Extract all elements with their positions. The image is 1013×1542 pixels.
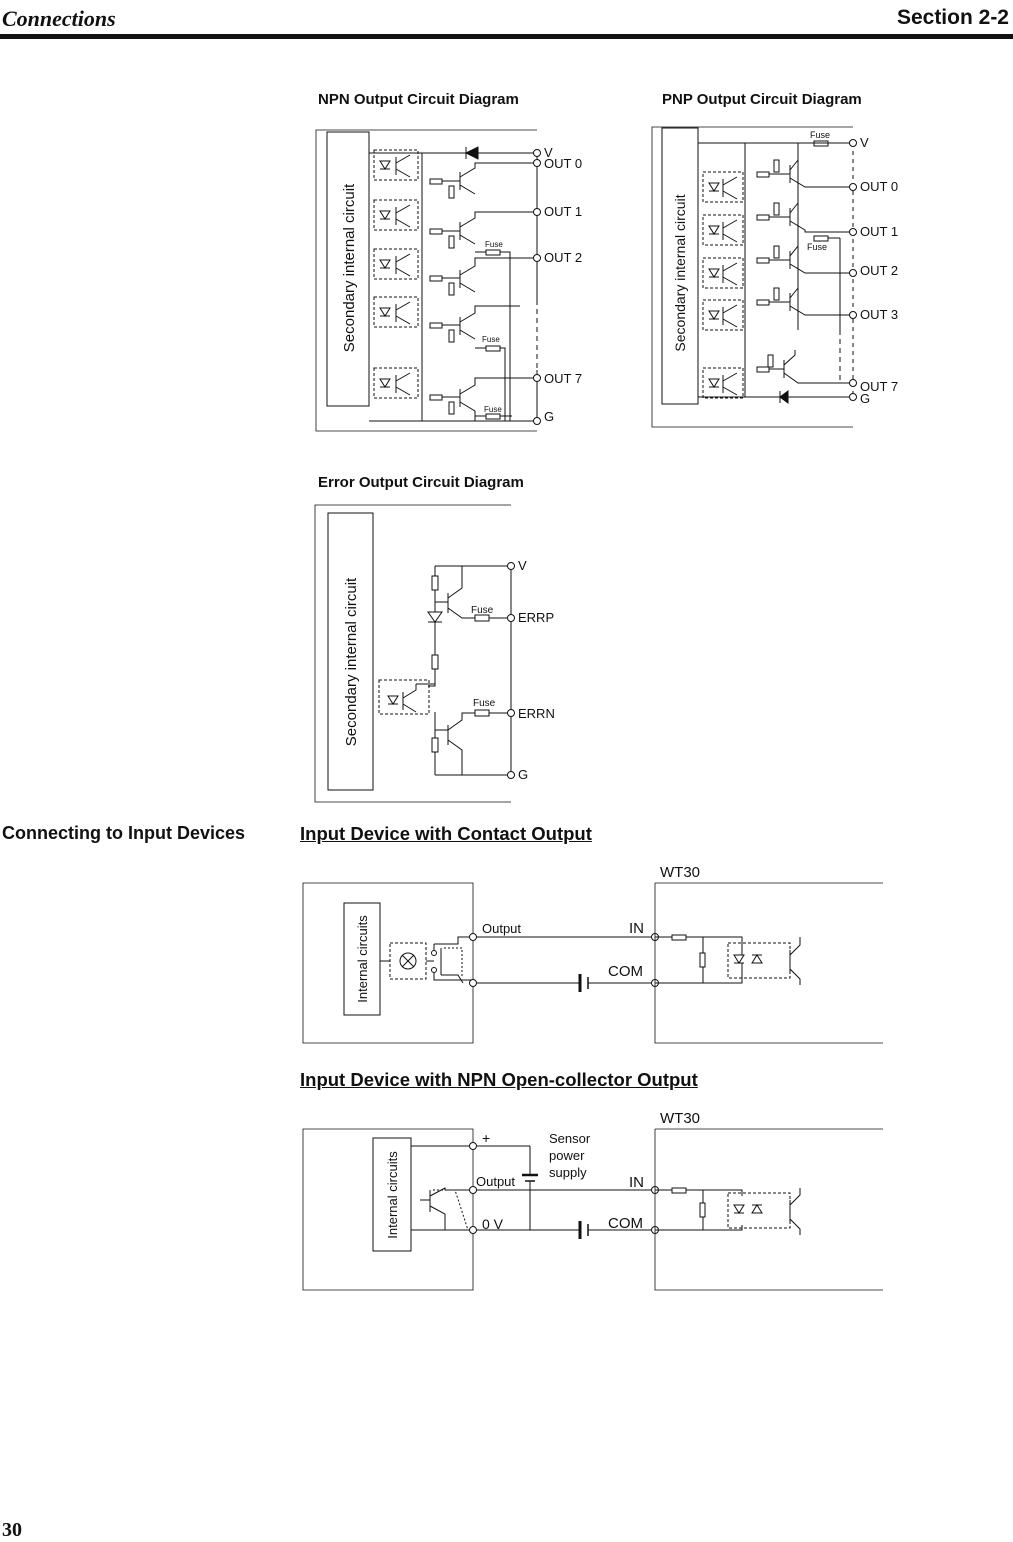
pnp-channel-1 — [703, 203, 853, 245]
pnp-terminal-out2: OUT 2 — [860, 263, 899, 278]
npn-block-label: Secondary internal circuit — [341, 183, 358, 353]
contact-in-label: IN — [629, 920, 644, 937]
npn-oc-output-label: Output — [476, 1174, 516, 1189]
npn-oc-wt30-label: WT30 — [660, 1110, 701, 1127]
section-number: Section 2-2 — [896, 6, 1009, 29]
npn-fuse-1 — [486, 250, 500, 255]
pnp-fuse-label-2: Fuse — [807, 242, 828, 252]
npn-oc-diagram — [303, 1110, 883, 1290]
pnp-diagram-title: PNP Output Circuit Diagram — [662, 91, 862, 108]
contact-internal-label: Internal circuits — [355, 915, 370, 1003]
npn-fuse-label-1: Fuse — [485, 240, 503, 249]
npn-oc-wt30-box — [655, 1129, 883, 1290]
npn-oc-sensor-label-2: power — [549, 1148, 585, 1163]
contact-wt30-label: WT30 — [660, 864, 701, 881]
npn-diagram-title: NPN Output Circuit Diagram — [318, 91, 519, 108]
pnp-channel-3 — [703, 288, 853, 330]
contact-output-label: Output — [482, 921, 522, 936]
error-fuse-label-2: Fuse — [473, 698, 496, 709]
npn-fuse-label-3: Fuse — [484, 405, 502, 414]
npn-fuse-3 — [486, 414, 500, 419]
pnp-output-circuit — [652, 127, 898, 427]
contact-output-diagram — [303, 864, 883, 1043]
contact-output-heading: Input Device with Contact Output — [300, 823, 592, 844]
npn-terminal-out0: OUT 0 — [544, 156, 583, 171]
pnp-terminal-g: G — [860, 391, 871, 406]
npn-channel-0 — [374, 150, 537, 198]
page-number: 30 — [2, 1519, 22, 1541]
npn-terminal-g: G — [544, 409, 555, 424]
pnp-terminal-out0: OUT 0 — [860, 179, 899, 194]
npn-oc-plus-label: + — [482, 1130, 491, 1146]
pnp-channel-0 — [703, 160, 853, 202]
error-terminal-v: V — [518, 558, 527, 573]
npn-oc-0v-label: 0 V — [482, 1216, 504, 1232]
npn-channel-2 — [374, 249, 537, 295]
npn-oc-heading: Input Device with NPN Open-collector Output — [300, 1069, 698, 1090]
pnp-terminal-out1: OUT 1 — [860, 224, 899, 239]
npn-oc-sensor-label-3: supply — [549, 1165, 587, 1180]
pnp-terminal-v: V — [860, 135, 869, 150]
npn-oc-com-label: COM — [608, 1215, 643, 1232]
npn-terminal-out2: OUT 2 — [544, 250, 583, 265]
pnp-terminal-out3: OUT 3 — [860, 307, 899, 322]
npn-oc-in-label: IN — [629, 1174, 644, 1191]
pnp-block-label: Secondary internal circuit — [672, 194, 688, 352]
pnp-channel-2 — [703, 246, 853, 288]
error-fuse-label-1: Fuse — [471, 605, 494, 616]
npn-fuse-label-2: Fuse — [482, 335, 500, 344]
npn-oc-sensor-label-1: Sensor — [549, 1131, 591, 1146]
npn-output-circuit — [316, 130, 582, 431]
npn-channel-7 — [374, 368, 537, 421]
error-terminal-errp: ERRP — [518, 610, 555, 625]
npn-oc-internal-label: Internal circuits — [385, 1151, 400, 1239]
error-fuse-2 — [475, 710, 489, 716]
npn-terminal-out1: OUT 1 — [544, 204, 583, 219]
npn-channel-1 — [374, 200, 537, 248]
error-terminal-g: G — [518, 767, 529, 782]
error-output-circuit — [315, 505, 555, 802]
section-name: Connections — [2, 6, 116, 31]
error-diagram-title: Error Output Circuit Diagram — [318, 474, 524, 491]
error-terminal-errn: ERRN — [518, 706, 555, 721]
npn-terminal-v: V — [544, 145, 553, 160]
pnp-terminal-out7: OUT 7 — [860, 379, 899, 394]
npn-terminal-out7: OUT 7 — [544, 371, 583, 386]
input-section-heading: Connecting to Input Devices — [2, 823, 246, 843]
contact-com-label: COM — [608, 963, 643, 980]
error-block-label: Secondary internal circuit — [343, 577, 360, 747]
contact-device-box — [303, 883, 473, 1043]
contact-wt30-box — [655, 883, 883, 1043]
pnp-channel-7 — [703, 350, 853, 403]
npn-fuse-2 — [486, 346, 500, 351]
pnp-fuse-label-1: Fuse — [810, 130, 831, 140]
pnp-fuse-2 — [814, 236, 828, 241]
